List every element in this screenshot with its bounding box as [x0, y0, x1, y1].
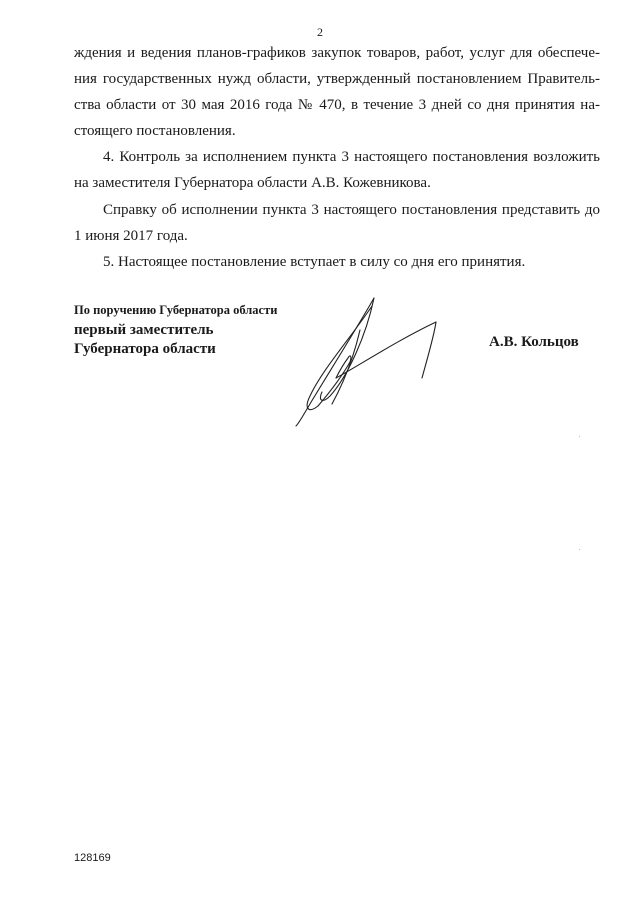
paragraph-1-line-4: стоящего постановления. — [74, 123, 236, 139]
page-number: 2 — [317, 25, 323, 39]
signature-position-line-1: первый заместитель — [74, 322, 214, 338]
paragraph-2-line-2: на заместителя Губернатора области А.В. Кожевникова. — [74, 175, 431, 191]
paragraph-1-line-2: ния государственных нужд области, утвержденный постановлением Правитель- — [74, 71, 600, 87]
scan-speck — [579, 549, 580, 550]
paragraph-4-line-1: 5. Настоящее постановление вступает в силу со дня его принятия. — [103, 254, 526, 270]
signature-position-line-2: Губернатора области — [74, 341, 216, 357]
document-code: 128169 — [74, 852, 111, 864]
handwritten-signature — [288, 296, 444, 428]
paragraph-3-line-2: 1 июня 2017 года. — [74, 228, 188, 244]
signature-authority-line: По поручению Губернатора области — [74, 303, 278, 317]
paragraph-3-line-1: Справку об исполнении пункта 3 настоящего постановления представить до — [103, 202, 600, 218]
paragraph-1-line-1: ждения и ведения планов-графиков закупок товаров, работ, услуг для обеспече- — [74, 45, 600, 61]
signer-name: А.В. Кольцов — [489, 334, 579, 350]
paragraph-1-line-3: ства области от 30 мая 2016 года № 470, в течение 3 дней со дня принятия на- — [74, 97, 600, 113]
paragraph-2-line-1: 4. Контроль за исполнением пункта 3 настоящего постановления возложить — [103, 149, 600, 165]
scan-speck — [579, 436, 580, 437]
